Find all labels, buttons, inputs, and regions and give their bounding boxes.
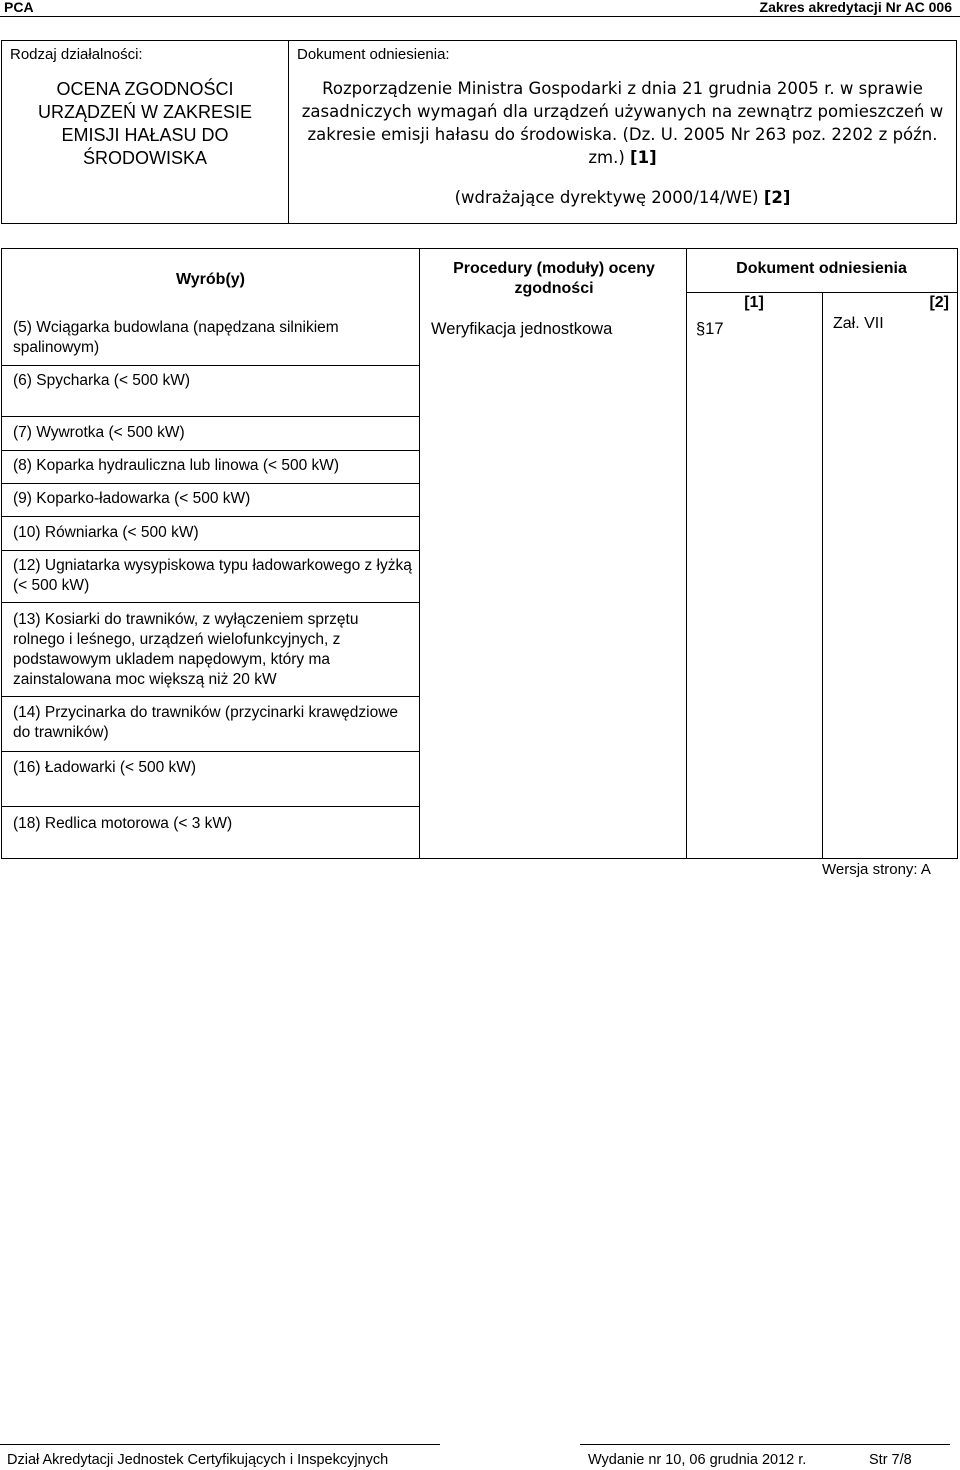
- procedure-cell: Weryfikacja jednostkowa: [431, 320, 613, 338]
- footer-department: Dział Akredytacji Jednostek Certyfikujących i Inspekcyjnych: [7, 1452, 389, 1468]
- product-18: (18) Redlica motorowa (< 3 kW): [13, 815, 233, 832]
- product-9: (9) Koparko-ładowarka (< 500 kW): [13, 490, 251, 507]
- ref2-subheader: [2]: [929, 294, 949, 311]
- row-divider: [2, 602, 419, 603]
- row-divider: [2, 365, 419, 366]
- products-table: [1, 248, 958, 859]
- footer-edition: Wydanie nr 10, 06 grudnia 2012 r.: [588, 1452, 807, 1468]
- product-16: (16) Ładowarki (< 500 kW): [13, 759, 197, 776]
- product-5: (5) Wciągarka budowlana (napędzana silnikiem spalinowym): [13, 319, 339, 356]
- ref1-cell: §17: [696, 320, 724, 338]
- row-divider: [2, 516, 419, 517]
- col-divider: [686, 249, 687, 858]
- footer-rule: [0, 1444, 440, 1445]
- directive-text: (wdrażające dyrektywę 2000/14/WE): [454, 188, 759, 207]
- row-divider: [2, 696, 419, 697]
- org-abbrev: PCA: [4, 0, 34, 15]
- product-14: (14) Przycinarka do trawników (przycinarki krawędziowe do trawników): [13, 704, 399, 741]
- row-divider: [2, 550, 419, 551]
- activity-cell: [2, 41, 289, 223]
- product-12: (12) Ugniatarka wysypiskowa typu ładowarkowego z łyżką (< 500 kW): [13, 557, 412, 594]
- ref2-cell: Zał. VII: [833, 315, 884, 332]
- row-divider: [2, 416, 419, 417]
- scope-number: Zakres akredytacji Nr AC 006: [759, 0, 952, 15]
- header-box: [1, 40, 957, 224]
- directive-line: [289, 187, 956, 209]
- product-6: (6) Spycharka (< 500 kW): [13, 372, 191, 389]
- reference-cell: [289, 41, 956, 223]
- footer-rule: [580, 1444, 950, 1445]
- reference-document: [289, 77, 956, 169]
- ref1-subheader: [1]: [744, 294, 764, 311]
- row-divider: [2, 450, 419, 451]
- product-header: Wyrób(y): [175, 271, 246, 288]
- row-divider: [2, 483, 419, 484]
- product-8: (8) Koparka hydrauliczna lub linowa (< 500 kW): [13, 457, 340, 474]
- product-10: (10) Równiarka (< 500 kW): [13, 524, 199, 541]
- product-7: (7) Wywrotka (< 500 kW): [13, 424, 185, 441]
- reference-text: Rozporządzenie Ministra Gospodarki z dnia 21 grudnia 2005 r. w sprawie zasadniczych wymagań dla urządzeń używanych na zewnątrz pomieszczeń w zakresie emisji hałasu do środowiska. (Dz. U. 2005 Nr 263 poz. 2202 z późn. zm.): [301, 79, 944, 167]
- top-bar: [0, 0, 960, 17]
- row-divider: [2, 806, 419, 807]
- page-version: Wersja strony: A: [822, 861, 931, 878]
- reference-label: Dokument odniesienia:: [297, 46, 450, 63]
- activity-label: Rodzaj działalności:: [10, 46, 143, 63]
- reference-header: Dokument odniesienia: [736, 260, 907, 277]
- reference-ref: [1]: [630, 148, 657, 167]
- col-divider: [419, 249, 420, 858]
- activity-title: OCENA ZGODNOŚCI URZĄDZEŃ W ZAKRESIE EMISJI HAŁASU DO ŚRODOWISKA: [37, 79, 252, 168]
- footer-page: Str 7/8: [869, 1452, 912, 1468]
- directive-ref: [2]: [763, 188, 791, 207]
- col-divider: [822, 292, 823, 858]
- row-divider: [2, 751, 419, 752]
- product-13: (13) Kosiarki do trawników, z wyłączeniem sprzętu rolnego i leśnego, urządzeń wielofunkcyjnych, z podstawowym ukladem napędowym, który ma zainstalowana moc większą niż 20 kW: [13, 611, 359, 688]
- procedures-header: Procedury (moduły) oceny zgodności: [453, 260, 655, 297]
